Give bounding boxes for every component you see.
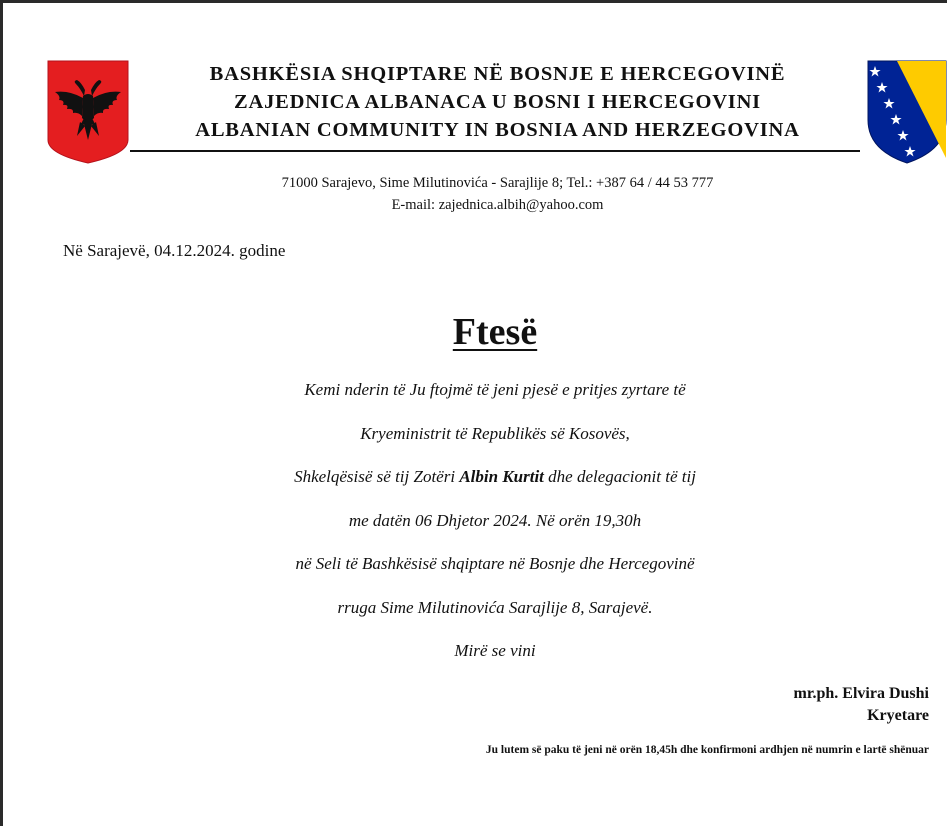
signature-block <box>794 683 929 727</box>
contact-email: E-mail: zajednica.albih@yahoo.com <box>391 197 604 213</box>
guest-name: Albin Kurtit <box>459 467 544 486</box>
albanian-flag-eagle-icon <box>47 60 129 164</box>
letterhead-title <box>130 60 865 144</box>
body-line-2: Kryeministrit të Republikës së Kosovës, <box>360 423 630 443</box>
bosnian-coat-of-arms-icon <box>867 60 947 164</box>
header-line-albanian: BASHKËSIA SHQIPTARE NË BOSNJE E HERCEGOVINË <box>209 63 786 85</box>
body-line-4: me datën 06 Dhjetor 2024. Në orën 19,30h <box>348 510 642 530</box>
invitation-body <box>0 376 947 681</box>
header-line-english: ALBANIAN COMMUNITY IN BOSNIA AND HERZEGOVINA <box>195 119 800 141</box>
body-line-5: në Seli të Bashkësisë shqiptare në Bosnje dhe Hercegovinë <box>295 554 695 573</box>
body-line-3 <box>0 463 947 507</box>
body-line-3-post: dhe delegacionit të tij <box>543 467 696 486</box>
signer-name: mr.ph. Elvira Dushi <box>793 685 929 702</box>
body-line-7: Mirë se vini <box>454 641 536 660</box>
body-line-3-pre: Shkelqësisë së tij Zotëri <box>294 467 460 486</box>
rsvp-note: Ju lutem së paku të jeni në orën 18,45h dhe konfirmoni ardhjen në numrin e lartë shënuar <box>485 744 929 756</box>
header-divider <box>130 150 860 152</box>
contact-address: 71000 Sarajevo, Sime Milutinovića - Sarajlije 8; Tel.: +387 64 / 44 53 777 <box>281 175 714 191</box>
contact-block <box>130 172 865 216</box>
place-date: Në Sarajevë, 04.12.2024. godine <box>63 241 286 260</box>
screenshot-border-top <box>0 0 947 3</box>
body-line-6: rruga Sime Milutinovića Sarajlije 8, Sarajevë. <box>337 597 653 617</box>
invitation-title: Ftesë <box>452 311 538 353</box>
body-line-1: Kemi nderin të Ju ftojmë të jeni pjesë e pritjes zyrtare të <box>304 380 686 399</box>
header-line-bosnian: ZAJEDNICA ALBANACA U BOSNI I HERCEGOVINI <box>234 91 761 113</box>
signer-role: Kryetare <box>867 707 929 724</box>
